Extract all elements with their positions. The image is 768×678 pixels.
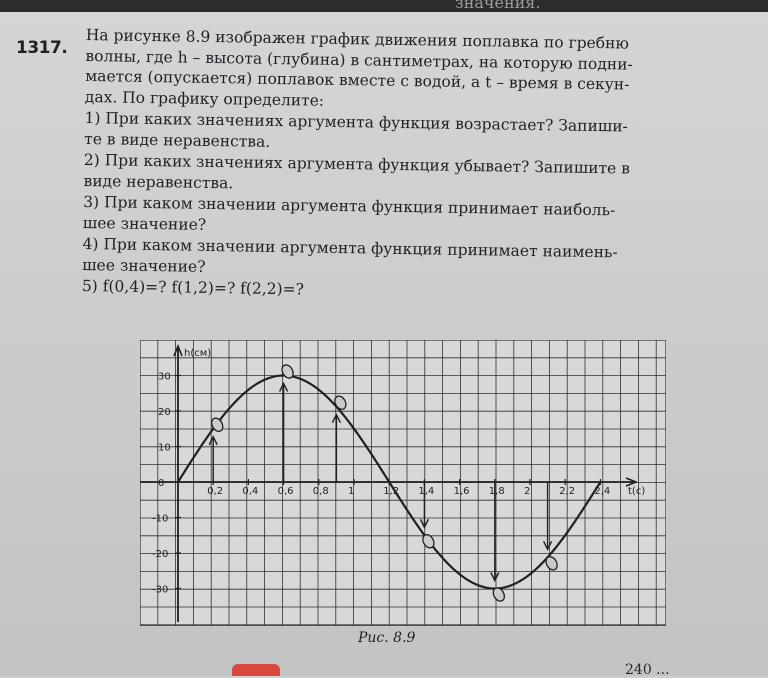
x-axis-label: t(с): [628, 486, 645, 497]
x-tick-label: 0,8: [313, 486, 329, 497]
question-3-line: шее значение?: [83, 212, 743, 243]
bottom-fragment: 240 ...: [625, 662, 670, 678]
bookmark-edge: [232, 664, 280, 676]
intro-line: дах. По графику определите:: [85, 86, 745, 117]
top-fragment: значения.: [455, 0, 540, 12]
question-3-line: 3) При каком значении аргумента функция принимает наиболь-: [83, 192, 743, 223]
intro-line: На рисунке 8.9 изображен график движения поплавка по гребню: [86, 25, 746, 56]
y-tick-label: 10: [158, 443, 171, 454]
intro-line: мается (опускается) поплавок вместе с водой, а t – время в секун-: [85, 66, 745, 97]
y-tick-label: 0: [158, 478, 164, 489]
chart-frame: [140, 340, 666, 626]
question-2-line: виде неравенства.: [83, 170, 743, 201]
figure-caption: Рис. 8.9: [358, 630, 415, 646]
y-tick-label: -10: [152, 514, 168, 525]
x-tick-label: 0,4: [242, 486, 258, 497]
x-tick-label: 1: [348, 486, 354, 497]
question-4-line: шее значение?: [82, 254, 742, 285]
x-tick-label: 1,2: [383, 486, 399, 497]
x-tick-label: 0,6: [278, 486, 294, 497]
question-4-line: 4) При каком значении аргумента функция принимает наимень-: [82, 234, 742, 265]
float-motion-chart: [140, 340, 666, 626]
question-1-line: 1) При каких значениях аргумента функция возрастает? Запиши-: [84, 108, 744, 139]
y-axis-label: h(см): [184, 348, 211, 359]
x-tick-label: 2,4: [594, 486, 610, 497]
x-tick-label: 1,8: [489, 486, 505, 497]
question-2-line: 2) При каких значениях аргумента функция убывает? Запишите в: [84, 150, 744, 181]
x-tick-label: 1,6: [454, 486, 470, 497]
y-tick-label: 30: [158, 372, 171, 383]
problem-number: 1317.: [16, 38, 67, 58]
top-strip: [0, 0, 768, 12]
y-tick-label: -20: [152, 549, 168, 560]
y-tick-label: -30: [152, 585, 168, 596]
y-tick-label: 20: [158, 407, 171, 418]
x-tick-label: 1,4: [418, 486, 434, 497]
problem-text: [82, 25, 746, 307]
x-tick-label: 2,2: [559, 486, 575, 497]
question-1-line: те в виде неравенства.: [84, 128, 744, 159]
intro-line: волны, где h – высота (глубина) в сантиметрах, на которую подни-: [85, 45, 745, 76]
question-5-line: 5) f(0,4)=? f(1,2)=? f(2,2)=?: [82, 276, 742, 307]
x-tick-label: 2: [524, 486, 530, 497]
x-tick-label: 0,2: [207, 486, 223, 497]
